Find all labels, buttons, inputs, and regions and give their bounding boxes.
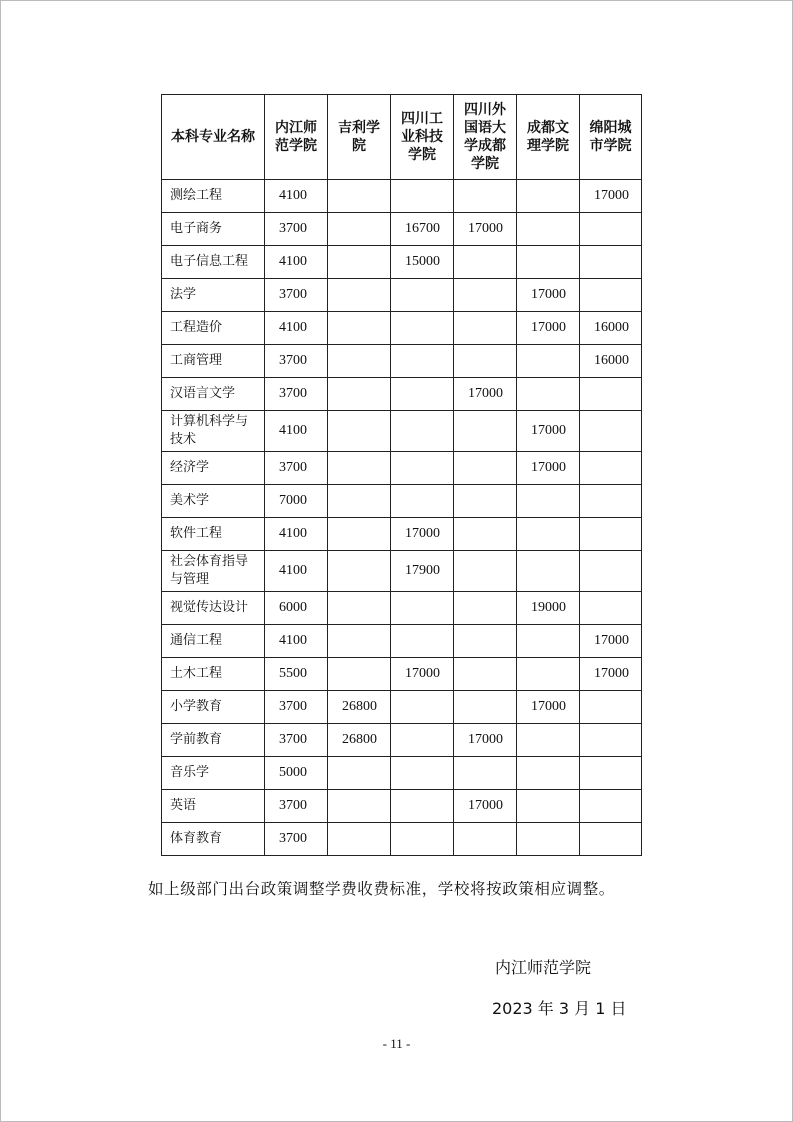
fee-cell	[580, 518, 642, 551]
fee-cell: 3700	[265, 213, 328, 246]
fee-cell: 17000	[517, 312, 580, 345]
fee-cell	[580, 724, 642, 757]
major-name-cell: 测绘工程	[162, 180, 265, 213]
fee-cell: 17000	[454, 724, 517, 757]
fee-cell	[454, 691, 517, 724]
fee-cell: 17000	[580, 625, 642, 658]
fee-cell	[517, 790, 580, 823]
major-name-cell: 经济学	[162, 452, 265, 485]
fee-cell	[328, 411, 391, 452]
major-name-cell: 电子商务	[162, 213, 265, 246]
table-row	[162, 518, 642, 551]
fee-cell	[391, 279, 454, 312]
fee-cell	[328, 485, 391, 518]
fee-cell: 4100	[265, 180, 328, 213]
fee-cell: 17000	[517, 452, 580, 485]
fee-cell	[391, 625, 454, 658]
major-name-cell: 音乐学	[162, 757, 265, 790]
fee-cell	[328, 625, 391, 658]
fee-cell	[580, 485, 642, 518]
table-row	[162, 485, 642, 518]
table-row	[162, 691, 642, 724]
fee-cell	[391, 724, 454, 757]
fee-cell	[580, 411, 642, 452]
fee-cell	[328, 345, 391, 378]
fee-cell: 6000	[265, 592, 328, 625]
fee-cell	[391, 485, 454, 518]
fee-cell: 4100	[265, 411, 328, 452]
fee-cell	[580, 592, 642, 625]
fee-cell: 16700	[391, 213, 454, 246]
fee-cell: 17000	[517, 691, 580, 724]
fee-cell	[328, 312, 391, 345]
fee-cell	[454, 551, 517, 592]
fee-cell: 3700	[265, 724, 328, 757]
fee-cell	[328, 452, 391, 485]
fee-cell: 17000	[580, 658, 642, 691]
fee-cell: 26800	[328, 724, 391, 757]
major-name-cell: 小学教育	[162, 691, 265, 724]
major-name-cell: 美术学	[162, 485, 265, 518]
fee-cell	[454, 658, 517, 691]
fee-cell	[328, 592, 391, 625]
table-row	[162, 823, 642, 856]
fee-cell	[517, 180, 580, 213]
header-neijiang: 内江师范学院	[265, 95, 328, 180]
fee-cell: 16000	[580, 345, 642, 378]
fee-cell	[580, 378, 642, 411]
fee-cell	[454, 411, 517, 452]
fee-cell	[454, 592, 517, 625]
major-name-cell: 计算机科学与技术	[162, 411, 265, 452]
fee-cell: 3700	[265, 790, 328, 823]
fee-cell	[328, 180, 391, 213]
fee-cell	[391, 312, 454, 345]
fee-cell	[328, 658, 391, 691]
fee-cell: 17000	[454, 790, 517, 823]
table-row	[162, 378, 642, 411]
fee-cell: 17000	[517, 411, 580, 452]
fee-cell	[517, 551, 580, 592]
fee-cell	[391, 452, 454, 485]
fee-cell: 3700	[265, 823, 328, 856]
fee-cell	[580, 823, 642, 856]
fee-cell	[328, 551, 391, 592]
fee-cell	[328, 518, 391, 551]
fee-cell	[454, 518, 517, 551]
fee-cell	[328, 790, 391, 823]
fee-cell	[454, 452, 517, 485]
fee-cell	[328, 279, 391, 312]
fee-cell	[580, 757, 642, 790]
fee-cell	[454, 312, 517, 345]
table-row	[162, 592, 642, 625]
signature-date: 2023 年 3 月 1 日	[492, 999, 627, 1018]
fee-cell: 15000	[391, 246, 454, 279]
fee-cell	[517, 625, 580, 658]
table-row	[162, 658, 642, 691]
fee-cell	[580, 279, 642, 312]
fee-cell: 16000	[580, 312, 642, 345]
header-sisu-chengdu: 四川外国语大学成都学院	[454, 95, 517, 180]
major-name-cell: 电子信息工程	[162, 246, 265, 279]
fee-cell	[517, 246, 580, 279]
fee-cell	[517, 518, 580, 551]
fee-cell: 17000	[391, 518, 454, 551]
header-major: 本科专业名称	[162, 95, 265, 180]
fee-cell: 17000	[391, 658, 454, 691]
fee-cell	[328, 246, 391, 279]
fee-cell	[391, 180, 454, 213]
fee-cell: 3700	[265, 452, 328, 485]
table-row	[162, 452, 642, 485]
table-row	[162, 411, 642, 452]
major-name-cell: 英语	[162, 790, 265, 823]
major-name-cell: 视觉传达设计	[162, 592, 265, 625]
fee-cell	[454, 485, 517, 518]
fee-cell: 4100	[265, 312, 328, 345]
fee-cell	[580, 452, 642, 485]
header-chengdu-wenli: 成都文理学院	[517, 95, 580, 180]
fee-cell	[328, 757, 391, 790]
major-name-cell: 体育教育	[162, 823, 265, 856]
fee-cell	[454, 246, 517, 279]
table-row	[162, 345, 642, 378]
fee-cell: 17000	[580, 180, 642, 213]
table-row	[162, 757, 642, 790]
fee-cell	[517, 213, 580, 246]
fee-cell: 5500	[265, 658, 328, 691]
fee-cell	[328, 823, 391, 856]
fee-cell	[580, 246, 642, 279]
fee-cell	[580, 790, 642, 823]
fee-cell	[517, 658, 580, 691]
fee-cell	[454, 625, 517, 658]
fee-cell: 4100	[265, 551, 328, 592]
table-row	[162, 180, 642, 213]
fee-cell: 3700	[265, 691, 328, 724]
fee-cell	[580, 551, 642, 592]
fee-cell: 17900	[391, 551, 454, 592]
fee-cell	[454, 345, 517, 378]
fee-cell: 4100	[265, 518, 328, 551]
fee-cell: 4100	[265, 246, 328, 279]
fee-cell	[517, 378, 580, 411]
major-name-cell: 通信工程	[162, 625, 265, 658]
major-name-cell: 法学	[162, 279, 265, 312]
fee-cell	[454, 757, 517, 790]
table-row	[162, 312, 642, 345]
header-sichuan-tech: 四川工业科技学院	[391, 95, 454, 180]
fee-cell	[328, 378, 391, 411]
major-name-cell: 软件工程	[162, 518, 265, 551]
fee-cell	[580, 691, 642, 724]
major-name-cell: 工程造价	[162, 312, 265, 345]
fee-cell	[517, 485, 580, 518]
fee-cell: 5000	[265, 757, 328, 790]
fee-cell: 7000	[265, 485, 328, 518]
fee-cell	[454, 279, 517, 312]
fee-cell	[454, 823, 517, 856]
fee-cell: 17000	[454, 213, 517, 246]
fee-cell	[517, 823, 580, 856]
table-row	[162, 790, 642, 823]
fee-cell	[580, 213, 642, 246]
header-mianyang-city: 绵阳城市学院	[580, 95, 642, 180]
signature-name: 内江师范学院	[495, 958, 592, 977]
tuition-table	[161, 94, 642, 856]
major-name-cell: 工商管理	[162, 345, 265, 378]
fee-cell	[517, 345, 580, 378]
fee-cell	[391, 790, 454, 823]
major-name-cell: 学前教育	[162, 724, 265, 757]
fee-cell: 4100	[265, 625, 328, 658]
fee-cell	[391, 592, 454, 625]
fee-cell	[391, 411, 454, 452]
fee-cell	[517, 724, 580, 757]
fee-cell: 3700	[265, 345, 328, 378]
table-row	[162, 551, 642, 592]
fee-cell	[391, 757, 454, 790]
fee-cell	[454, 180, 517, 213]
fee-cell: 17000	[517, 279, 580, 312]
header-jili: 吉利学院	[328, 95, 391, 180]
table-row	[162, 625, 642, 658]
major-name-cell: 土木工程	[162, 658, 265, 691]
fee-cell	[328, 213, 391, 246]
fee-cell	[517, 757, 580, 790]
table-row	[162, 213, 642, 246]
policy-note: 如上级部门出台政策调整学费收费标准，学校将按政策相应调整。	[148, 880, 615, 898]
table-row	[162, 724, 642, 757]
page-number: - 11 -	[382, 1036, 411, 1051]
major-name-cell: 社会体育指导与管理	[162, 551, 265, 592]
fee-cell: 3700	[265, 279, 328, 312]
table-row	[162, 279, 642, 312]
fee-cell: 26800	[328, 691, 391, 724]
fee-cell	[391, 823, 454, 856]
fee-cell	[391, 345, 454, 378]
fee-cell: 17000	[454, 378, 517, 411]
fee-cell: 3700	[265, 378, 328, 411]
table-row	[162, 246, 642, 279]
table-header-row	[162, 95, 642, 180]
fee-cell	[391, 691, 454, 724]
fee-cell: 19000	[517, 592, 580, 625]
fee-cell	[391, 378, 454, 411]
major-name-cell: 汉语言文学	[162, 378, 265, 411]
